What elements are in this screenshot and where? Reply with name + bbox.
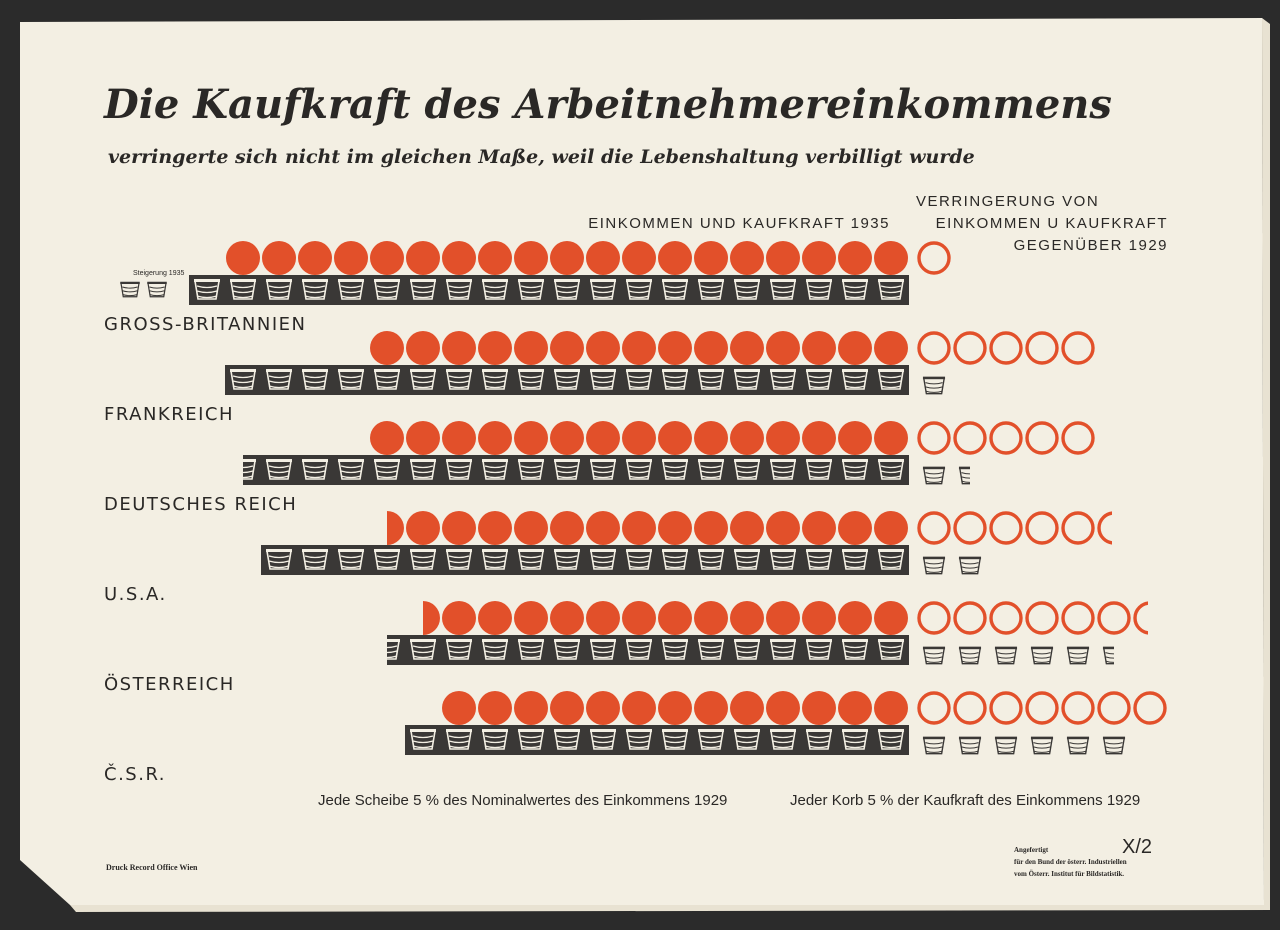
income-disc bbox=[550, 601, 584, 635]
purchasing-power-bar bbox=[189, 275, 909, 305]
income-disc bbox=[478, 421, 512, 455]
income-disc bbox=[730, 241, 764, 275]
income-disc bbox=[766, 331, 800, 365]
income-disc bbox=[406, 421, 440, 455]
income-disc bbox=[442, 421, 476, 455]
income-disc bbox=[838, 691, 872, 725]
income-disc bbox=[622, 691, 656, 725]
income-disc bbox=[478, 601, 512, 635]
income-disc bbox=[478, 691, 512, 725]
income-disc bbox=[622, 511, 656, 545]
income-disc bbox=[406, 241, 440, 275]
income-disc bbox=[802, 601, 836, 635]
chart-subtitle: verringerte sich nicht im gleichen Maße, weil die Lebenshaltung verbilligt wurde bbox=[108, 146, 975, 168]
income-disc bbox=[766, 691, 800, 725]
purchasing-power-bar bbox=[405, 725, 909, 755]
income-disc bbox=[874, 511, 908, 545]
income-disc bbox=[730, 601, 764, 635]
income-disc bbox=[694, 421, 728, 455]
income-disc bbox=[658, 511, 692, 545]
income-disc bbox=[586, 241, 620, 275]
income-disc bbox=[838, 331, 872, 365]
income-disc bbox=[586, 331, 620, 365]
income-disc bbox=[694, 691, 728, 725]
income-disc bbox=[802, 691, 836, 725]
income-disc bbox=[226, 241, 260, 275]
income-disc bbox=[766, 241, 800, 275]
income-disc bbox=[586, 691, 620, 725]
income-disc bbox=[478, 511, 512, 545]
maker-credit-line-3: vom Österr. Institut für Bildstatistik. bbox=[1014, 870, 1125, 878]
income-disc bbox=[622, 601, 656, 635]
country-label: Č.S.R. bbox=[104, 764, 167, 785]
header-1935: EINKOMMEN UND KAUFKRAFT 1935 bbox=[588, 215, 890, 232]
income-disc bbox=[622, 331, 656, 365]
income-disc bbox=[334, 241, 368, 275]
income-disc bbox=[442, 331, 476, 365]
income-disc bbox=[550, 241, 584, 275]
income-disc bbox=[370, 421, 404, 455]
income-disc bbox=[658, 601, 692, 635]
income-disc bbox=[514, 511, 548, 545]
maker-credit-line-1: Angefertigt bbox=[1014, 846, 1049, 854]
income-disc bbox=[766, 601, 800, 635]
header-change-line-1: VERRINGERUNG VON bbox=[916, 193, 1100, 210]
country-label: FRANKREICH bbox=[104, 404, 235, 425]
income-disc bbox=[514, 421, 548, 455]
income-disc bbox=[586, 511, 620, 545]
income-disc bbox=[658, 691, 692, 725]
income-disc bbox=[730, 331, 764, 365]
income-disc bbox=[766, 421, 800, 455]
chart-title: Die Kaufkraft des Arbeitnehmereinkommens bbox=[104, 81, 1112, 128]
income-disc bbox=[838, 601, 872, 635]
income-disc bbox=[370, 331, 404, 365]
income-disc bbox=[478, 331, 512, 365]
legend-basket: Jeder Korb 5 % der Kaufkraft des Einkommens 1929 bbox=[790, 792, 1141, 809]
income-disc bbox=[370, 241, 404, 275]
legend-disc: Jede Scheibe 5 % des Nominalwertes des Einkommens 1929 bbox=[318, 792, 728, 809]
income-disc bbox=[550, 421, 584, 455]
income-disc bbox=[550, 511, 584, 545]
income-disc bbox=[514, 241, 548, 275]
income-disc bbox=[622, 421, 656, 455]
income-disc bbox=[658, 241, 692, 275]
printer-credit: Druck Record Office Wien bbox=[106, 863, 198, 872]
income-disc bbox=[694, 511, 728, 545]
income-disc bbox=[874, 601, 908, 635]
income-disc bbox=[838, 511, 872, 545]
income-disc bbox=[802, 511, 836, 545]
income-disc bbox=[838, 241, 872, 275]
income-disc bbox=[550, 331, 584, 365]
income-disc bbox=[262, 241, 296, 275]
income-disc bbox=[514, 601, 548, 635]
country-label: GROSS-BRITANNIEN bbox=[104, 314, 307, 335]
income-disc bbox=[442, 691, 476, 725]
income-disc bbox=[298, 241, 332, 275]
income-disc bbox=[478, 241, 512, 275]
income-disc bbox=[586, 421, 620, 455]
income-disc bbox=[874, 331, 908, 365]
plate-number: X/2 bbox=[1122, 836, 1153, 858]
country-label: ÖSTERREICH bbox=[104, 674, 235, 695]
income-disc bbox=[694, 241, 728, 275]
income-disc bbox=[514, 331, 548, 365]
income-disc bbox=[802, 241, 836, 275]
income-disc bbox=[514, 691, 548, 725]
country-label: DEUTSCHES REICH bbox=[104, 494, 298, 515]
income-disc bbox=[622, 241, 656, 275]
income-disc bbox=[442, 601, 476, 635]
income-disc bbox=[586, 601, 620, 635]
income-disc bbox=[874, 691, 908, 725]
income-disc bbox=[694, 601, 728, 635]
income-disc bbox=[406, 511, 440, 545]
income-disc bbox=[442, 511, 476, 545]
header-change-line-3: GEGENÜBER 1929 bbox=[1013, 237, 1168, 254]
header-change-line-2: EINKOMMEN U KAUFKRAFT bbox=[935, 215, 1168, 232]
income-disc bbox=[658, 331, 692, 365]
income-disc bbox=[730, 421, 764, 455]
country-label: U.S.A. bbox=[104, 584, 167, 605]
income-disc bbox=[694, 331, 728, 365]
income-disc bbox=[442, 241, 476, 275]
income-disc bbox=[550, 691, 584, 725]
increase-label: Steigerung 1935 bbox=[133, 270, 185, 277]
income-disc bbox=[406, 331, 440, 365]
income-disc bbox=[730, 691, 764, 725]
income-disc bbox=[658, 421, 692, 455]
income-disc bbox=[766, 511, 800, 545]
income-disc bbox=[730, 511, 764, 545]
income-disc bbox=[874, 421, 908, 455]
income-disc bbox=[802, 421, 836, 455]
maker-credit-line-2: für den Bund der österr. Industriellen bbox=[1014, 858, 1127, 866]
income-disc bbox=[802, 331, 836, 365]
income-disc bbox=[838, 421, 872, 455]
income-disc bbox=[874, 241, 908, 275]
